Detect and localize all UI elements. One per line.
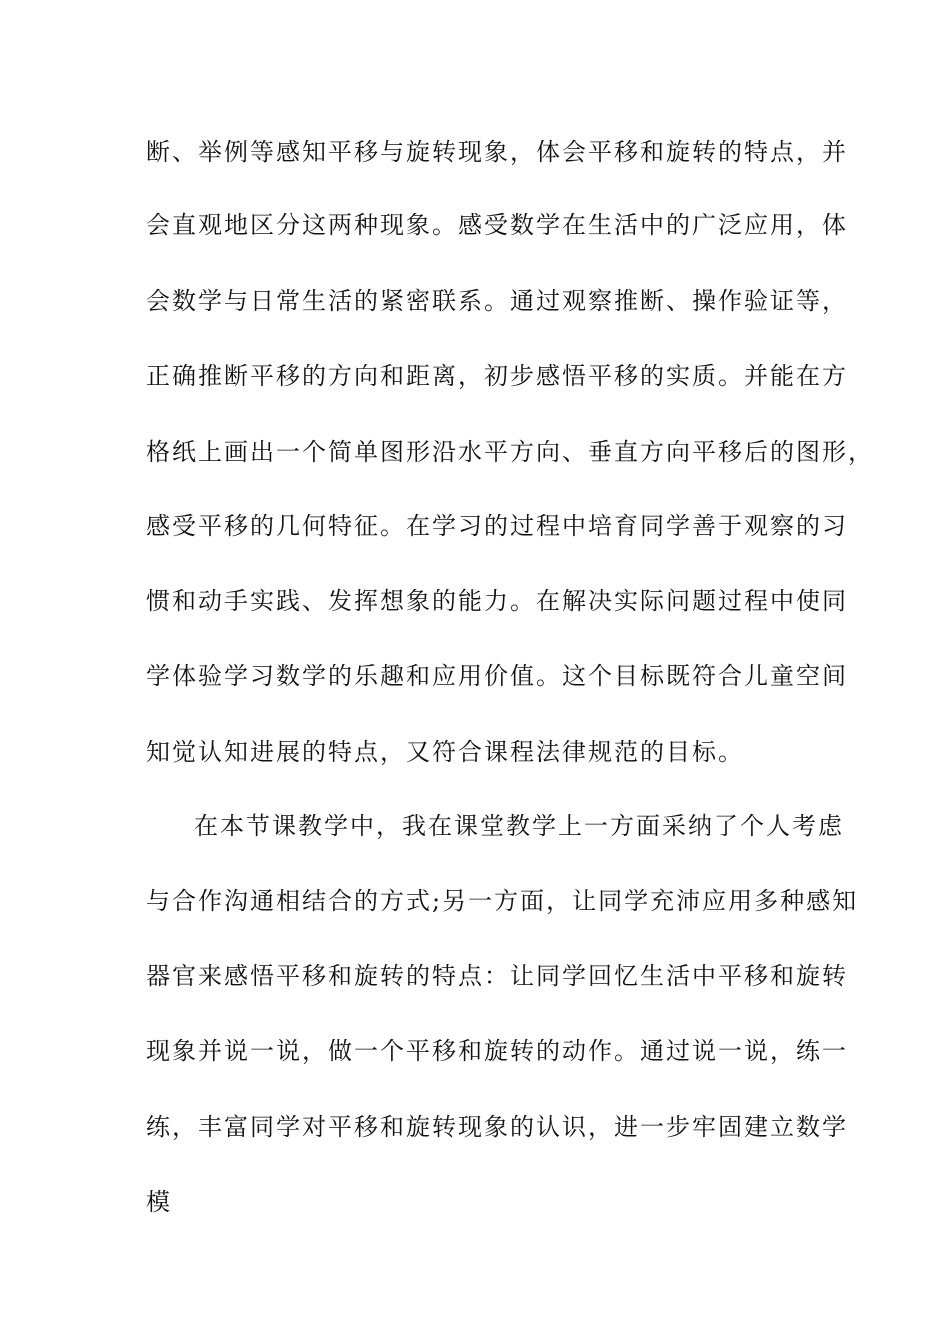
paragraph-1-line-9: 知觉认知进展的特点，又符合课程法律规范的目标。 [146,738,744,766]
paragraph-2-line-1: 在本节课教学中，我在课堂教学上一方面采纳了个人考虑 [194,812,844,840]
paragraph-1-line-1: 断、举例等感知平移与旋转现象，体会平移和旋转的特点，并 [146,138,848,166]
paragraph-1-line-8: 学体验学习数学的乐趣和应用价值。这个目标既符合儿童空间 [146,662,848,690]
paragraph-1-line-5: 格纸上画出一个简单图形沿水平方向、垂直方向平移后的图形， [146,438,874,466]
paragraph-1-line-3: 会数学与日常生活的紧密联系。通过观察推断、操作验证等， [146,287,848,315]
paragraph-2-line-6: 模 [146,1188,172,1216]
paragraph-2-line-3: 器官来感悟平移和旋转的特点：让同学回忆生活中平移和旋转 [146,962,848,990]
paragraph-2-line-4: 现象并说一说，做一个平移和旋转的动作。通过说一说，练一 [146,1037,848,1065]
paragraph-2-line-5: 练，丰富同学对平移和旋转现象的认识，进一步牢固建立数学 [146,1113,848,1141]
paragraph-1-line-7: 惯和动手实践、发挥想象的能力。在解决实际问题过程中使同 [146,587,848,615]
paragraph-1-line-4: 正确推断平移的方向和距离，初步感悟平移的实质。并能在方 [146,362,848,390]
paragraph-1-line-6: 感受平移的几何特征。在学习的过程中培育同学善于观察的习 [146,512,848,540]
paragraph-1-line-2: 会直观地区分这两种现象。感受数学在生活中的广泛应用，体 [146,211,848,239]
paragraph-2-line-2: 与合作沟通相结合的方式;另一方面，让同学充沛应用多种感知 [146,887,859,915]
